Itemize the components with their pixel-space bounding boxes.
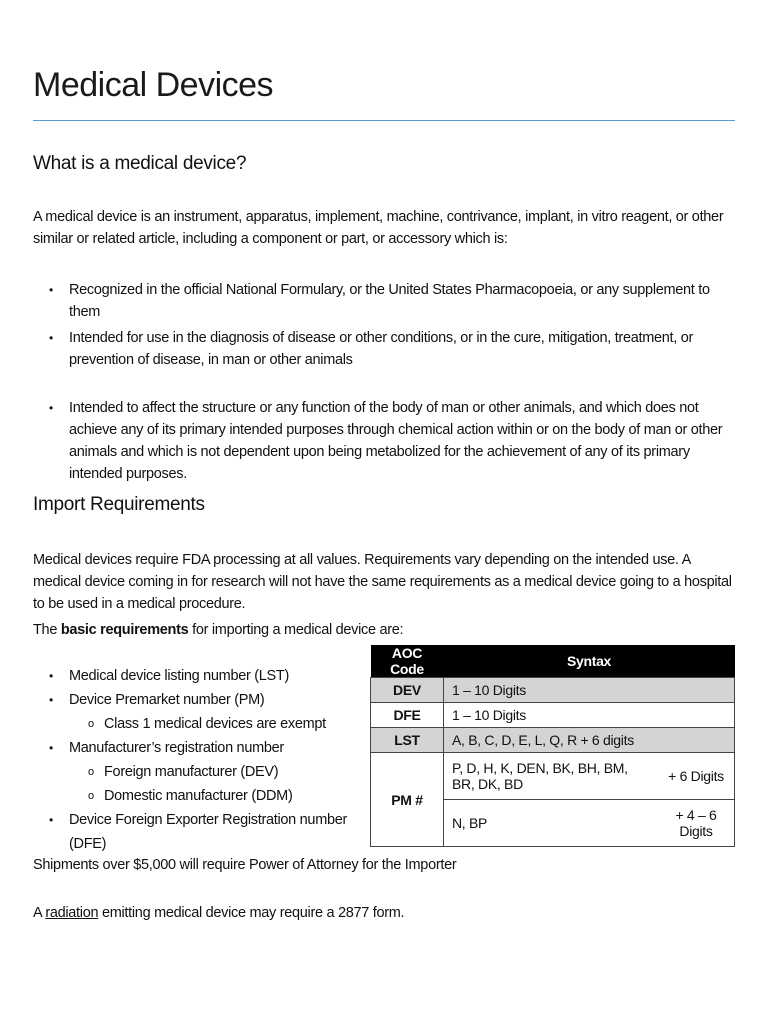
syntax-cell: N, BP	[444, 800, 659, 847]
bullet-icon: •	[49, 741, 53, 755]
table-header-row	[371, 645, 735, 678]
sub-bullet-icon: o	[88, 766, 94, 778]
sub-bullet-icon: o	[88, 718, 94, 730]
list-item: o Class 1 medical devices are exempt	[33, 712, 363, 736]
table-row	[371, 753, 735, 800]
sub-bullet-icon: o	[88, 790, 94, 802]
syntax-suffix-cell: + 6 Digits	[658, 753, 735, 800]
bullet-icon: •	[49, 331, 53, 345]
page-title: Medical Devices	[33, 66, 274, 104]
list-item: • Intended to affect the structure or any function of the body of man or other animals, and which does not achieve any of its primary intended purposes through chemical action within or on the body of man or other animals and which is not dependent upon being metabolized for the achievement of any of its primary intended purposes.	[33, 397, 733, 485]
syntax-cell: 1 – 10 Digits	[444, 678, 735, 703]
table-header-syntax: Syntax	[444, 645, 735, 678]
shipments-note: Shipments over $5,000 will require Power of Attorney for the Importer	[33, 857, 457, 873]
bullet-icon: •	[49, 693, 53, 707]
basic-requirements-intro: The basic requirements for importing a medical device are:	[33, 622, 404, 638]
bullet-icon: •	[49, 813, 53, 827]
aoc-code-cell: LST	[371, 728, 444, 753]
definition-list	[33, 397, 733, 485]
section-heading-import: Import Requirements	[33, 494, 205, 515]
list-item: o Domestic manufacturer (DDM)	[33, 784, 363, 808]
table-row	[371, 728, 735, 753]
radiation-link[interactable]: radiation	[45, 905, 99, 921]
definition-list	[33, 327, 733, 371]
aoc-code-table	[370, 645, 735, 847]
definition-list	[33, 279, 733, 323]
table-header-code: AOC Code	[371, 645, 444, 678]
definition-intro: A medical device is an instrument, apparatus, implement, machine, contrivance, implant, in vitro reagent, or other similar or related article, including a component or part, or accessory which is:	[33, 209, 724, 247]
table-row	[371, 678, 735, 703]
list-item: o Foreign manufacturer (DEV)	[33, 760, 363, 784]
syntax-cell: 1 – 10 Digits	[444, 703, 735, 728]
list-item: • Intended for use in the diagnosis of disease or other conditions, or in the cure, mitigation, treatment, or prevention of disease, in man or other animals	[33, 327, 733, 371]
import-paragraph: Medical devices require FDA processing at all values. Requirements vary depending on the intended use. A medical device coming in for research will not have the same requirements as a medical device going to a hospital to be used in a medical procedure.	[33, 552, 732, 612]
bullet-icon: •	[49, 401, 53, 415]
syntax-suffix-cell: + 4 – 6 Digits	[658, 800, 735, 847]
aoc-code-cell: DEV	[371, 678, 444, 703]
list-item: • Medical device listing number (LST)	[33, 664, 363, 688]
bullet-icon: •	[49, 669, 53, 683]
title-divider	[33, 120, 735, 121]
radiation-note: A radiation emitting medical device may require a 2877 form.	[33, 905, 405, 921]
section-heading-what-is: What is a medical device?	[33, 153, 247, 174]
table-row	[371, 703, 735, 728]
list-item: • Recognized in the official National Formulary, or the United States Pharmacopoeia, or any supplement to them	[33, 279, 733, 323]
requirements-list	[33, 664, 363, 856]
aoc-code-cell: DFE	[371, 703, 444, 728]
list-item: • Device Premarket number (PM)	[33, 688, 363, 712]
list-item: • Manufacturer’s registration number	[33, 736, 363, 760]
syntax-cell: A, B, C, D, E, L, Q, R + 6 digits	[444, 728, 735, 753]
syntax-cell: P, D, H, K, DEN, BK, BH, BM, BR, DK, BD	[444, 753, 659, 800]
bullet-icon: •	[49, 283, 53, 297]
list-item: • Device Foreign Exporter Registration number (DFE)	[33, 808, 363, 856]
aoc-code-cell: PM #	[371, 753, 444, 847]
